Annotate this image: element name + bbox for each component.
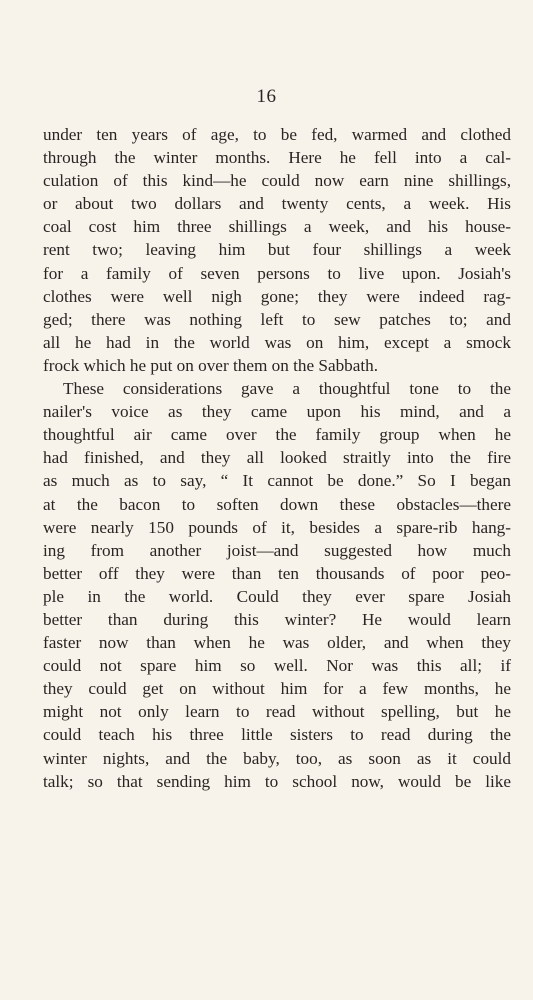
text-line: talk; so that sending him to school now, would be like [43, 771, 511, 791]
text-line: ged; there was nothing left to sew patches to; and [43, 309, 511, 329]
text-line: could teach his three little sisters to read during the [43, 725, 511, 745]
text-line: better than during this winter? He would learn [43, 609, 511, 629]
text-line: clothes were well nigh gone; they were indeed rag- [43, 286, 511, 306]
text-line: culation of this kind—he could now earn nine shillings, [43, 171, 511, 191]
text-line: or about two dollars and twenty cents, a week. His [43, 194, 511, 214]
text-line: nailer's voice as they came upon his mind, and a [43, 402, 511, 422]
text-line: coal cost him three shillings a week, and his house- [43, 217, 511, 237]
text-line: through the winter months. Here he fell into a cal- [43, 148, 511, 168]
text-line: all he had in the world was on him, except a smock [43, 332, 511, 352]
text-line: had finished, and they all looked straitly into the fire [43, 448, 511, 468]
text-line: thoughtful air came over the family group when he [43, 425, 511, 445]
text-line: might not only learn to read without spelling, but he [43, 702, 511, 722]
text-line: rent two; leaving him but four shillings a week [43, 240, 511, 260]
text-line: were nearly 150 pounds of it, besides a spare-rib hang- [43, 517, 511, 537]
text-line: at the bacon to soften down these obstacles—there [43, 494, 511, 514]
text-line-indent: These considerations gave a thoughtful tone to the [63, 379, 511, 399]
text-line: could not spare him so well. Nor was this all; if [43, 656, 511, 676]
text-line: winter nights, and the baby, too, as soon as it could [43, 748, 511, 768]
text-line: better off they were than ten thousands of poor peo- [43, 563, 511, 583]
text-line: they could get on without him for a few months, he [43, 679, 511, 699]
body-text [43, 123, 511, 793]
text-line: under ten years of age, to be fed, warmed and clothed [43, 125, 511, 144]
text-line: ing from another joist—and suggested how much [43, 540, 511, 560]
text-line: for a family of seven persons to live upon. Josiah's [43, 263, 511, 283]
text-line: as much as to say, “ It cannot be done.” So I began [43, 471, 511, 491]
text-line: faster now than when he was older, and when they [43, 633, 511, 653]
text-line: ple in the world. Could they ever spare Josiah [43, 586, 511, 606]
page-number: 16 [256, 86, 277, 107]
text-line: frock which he put on over them on the Sabbath. [43, 355, 379, 375]
